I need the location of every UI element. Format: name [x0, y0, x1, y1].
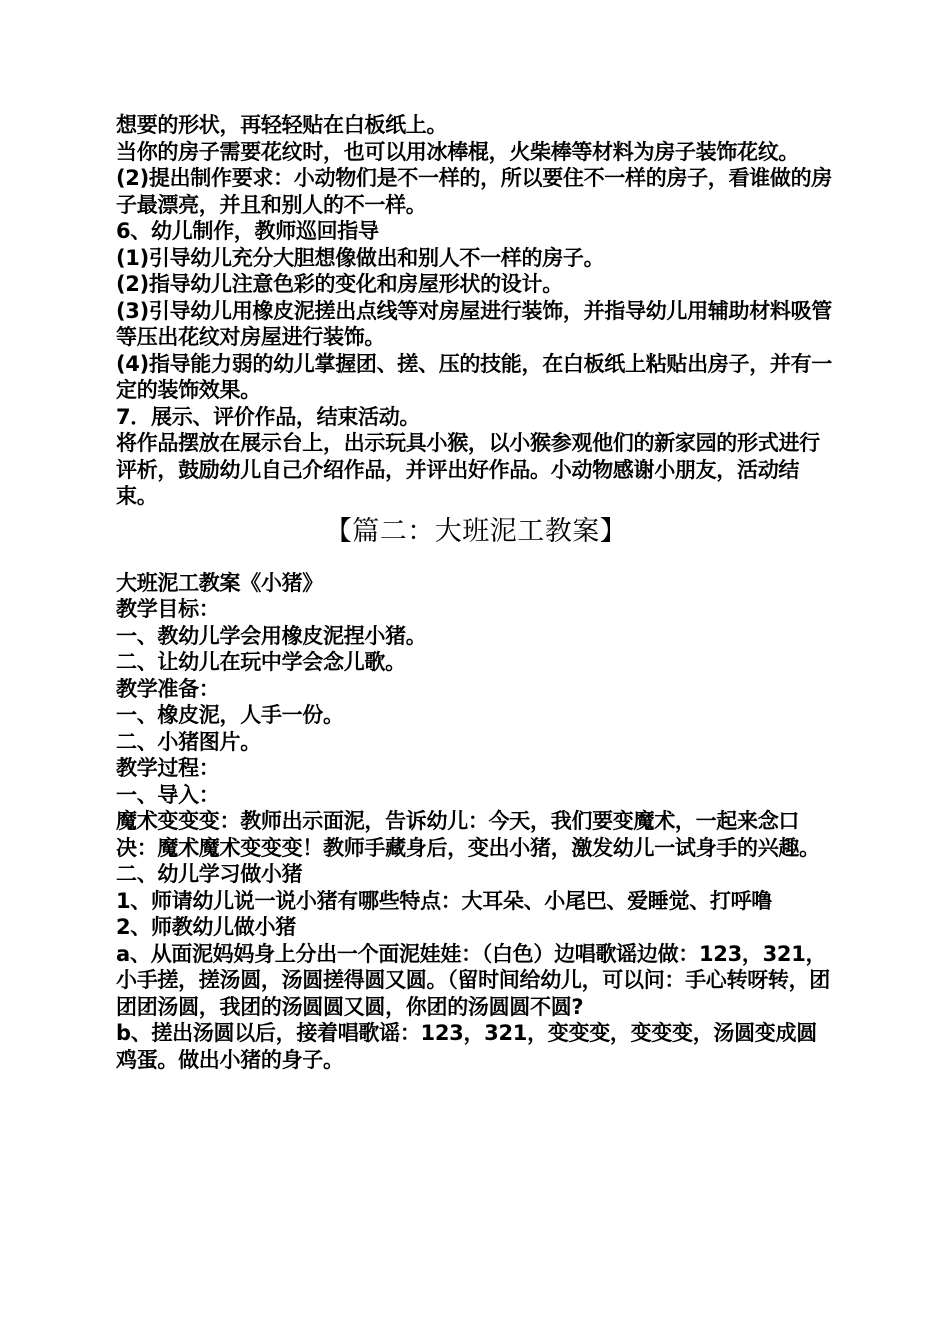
- paragraph: 教学目标：: [116, 597, 220, 621]
- paragraph: 将作品摆放在展示台上，出示玩具小猴，以小猴参观他们的新家园的形式进行评析，鼓励幼儿自己介绍作品，并评出好作品。小动物感谢小朋友，活动结束。: [116, 431, 820, 508]
- paragraph: 一、导入：: [116, 782, 220, 807]
- paragraph: (3)引导幼儿用橡皮泥搓出点线等对房屋进行装饰，并指导幼儿用辅助材料吸管等压出花纹对房屋进行装饰。: [116, 298, 833, 349]
- paragraph: 2、师教幼儿做小猪: [116, 915, 296, 939]
- paragraph: 一、教幼儿学会用橡皮泥捏小猪。: [116, 623, 427, 648]
- paragraph: 二、幼儿学习做小猪: [116, 862, 303, 886]
- paragraph: 6、幼儿制作，教师巡回指导: [116, 219, 379, 243]
- paragraph: (2)指导幼儿注意色彩的变化和房屋形状的设计。: [116, 272, 563, 296]
- paragraph: 当你的房子需要花纹时，也可以用冰棒棍，火柴棒等材料为房子装饰花纹。: [116, 139, 800, 164]
- paragraph: 二、小猪图片。: [116, 729, 261, 754]
- document-page: [116, 112, 836, 1073]
- paragraph: 教学过程：: [116, 756, 220, 780]
- paragraph: 1、师请幼儿说一说小猪有哪些特点：大耳朵、小尾巴、爱睡觉、打呼噜: [116, 888, 773, 913]
- paragraph: (2)提出制作要求：小动物们是不一样的，所以要住不一样的房子，看谁做的房子最漂亮，并且和别人的不一样。: [116, 166, 833, 217]
- paragraph: 二、让幼儿在玩中学会念儿歌。: [116, 650, 406, 674]
- paragraph: 7．展示、评价作品，结束活动。: [116, 404, 421, 429]
- paragraph: 大班泥工教案《小猪》: [116, 570, 323, 595]
- paragraph: (1)引导幼儿充分大胆想像做出和别人不一样的房子。: [116, 245, 605, 270]
- paragraph: 魔术变变变：教师出示面泥，告诉幼儿：今天，我们要变魔术，一起来念口决：魔术魔术变变变！教师手藏身后，变出小猪，激发幼儿一试身手的兴趣。: [116, 809, 820, 860]
- paragraph: a、从面泥妈妈身上分出一个面泥娃娃：（白色）边唱歌谣边做：123，321，小手搓，搓汤圆，汤圆搓得圆又圆。（留时间给幼儿，可以问：手心转呀转，团团团汤圆，我团的汤圆圆又圆，你团的汤圆圆不圆?: [116, 941, 830, 1019]
- section-1: [116, 112, 836, 510]
- paragraph: 一、橡皮泥，人手一份。: [116, 703, 344, 727]
- section-heading: 【篇二：大班泥工教案】: [324, 515, 628, 547]
- section-2: [116, 570, 836, 1074]
- paragraph: (4)指导能力弱的幼儿掌握团、搓、压的技能，在白板纸上粘贴出房子，并有一定的装饰效果。: [116, 351, 833, 402]
- paragraph: 想要的形状，再轻轻贴在白板纸上。: [116, 113, 448, 137]
- paragraph: b、搓出汤圆以后，接着唱歌谣：123，321，变变变，变变变，汤圆变成圆鸡蛋。做出小猪的身子。: [116, 1021, 817, 1072]
- paragraph: 教学准备：: [116, 676, 220, 701]
